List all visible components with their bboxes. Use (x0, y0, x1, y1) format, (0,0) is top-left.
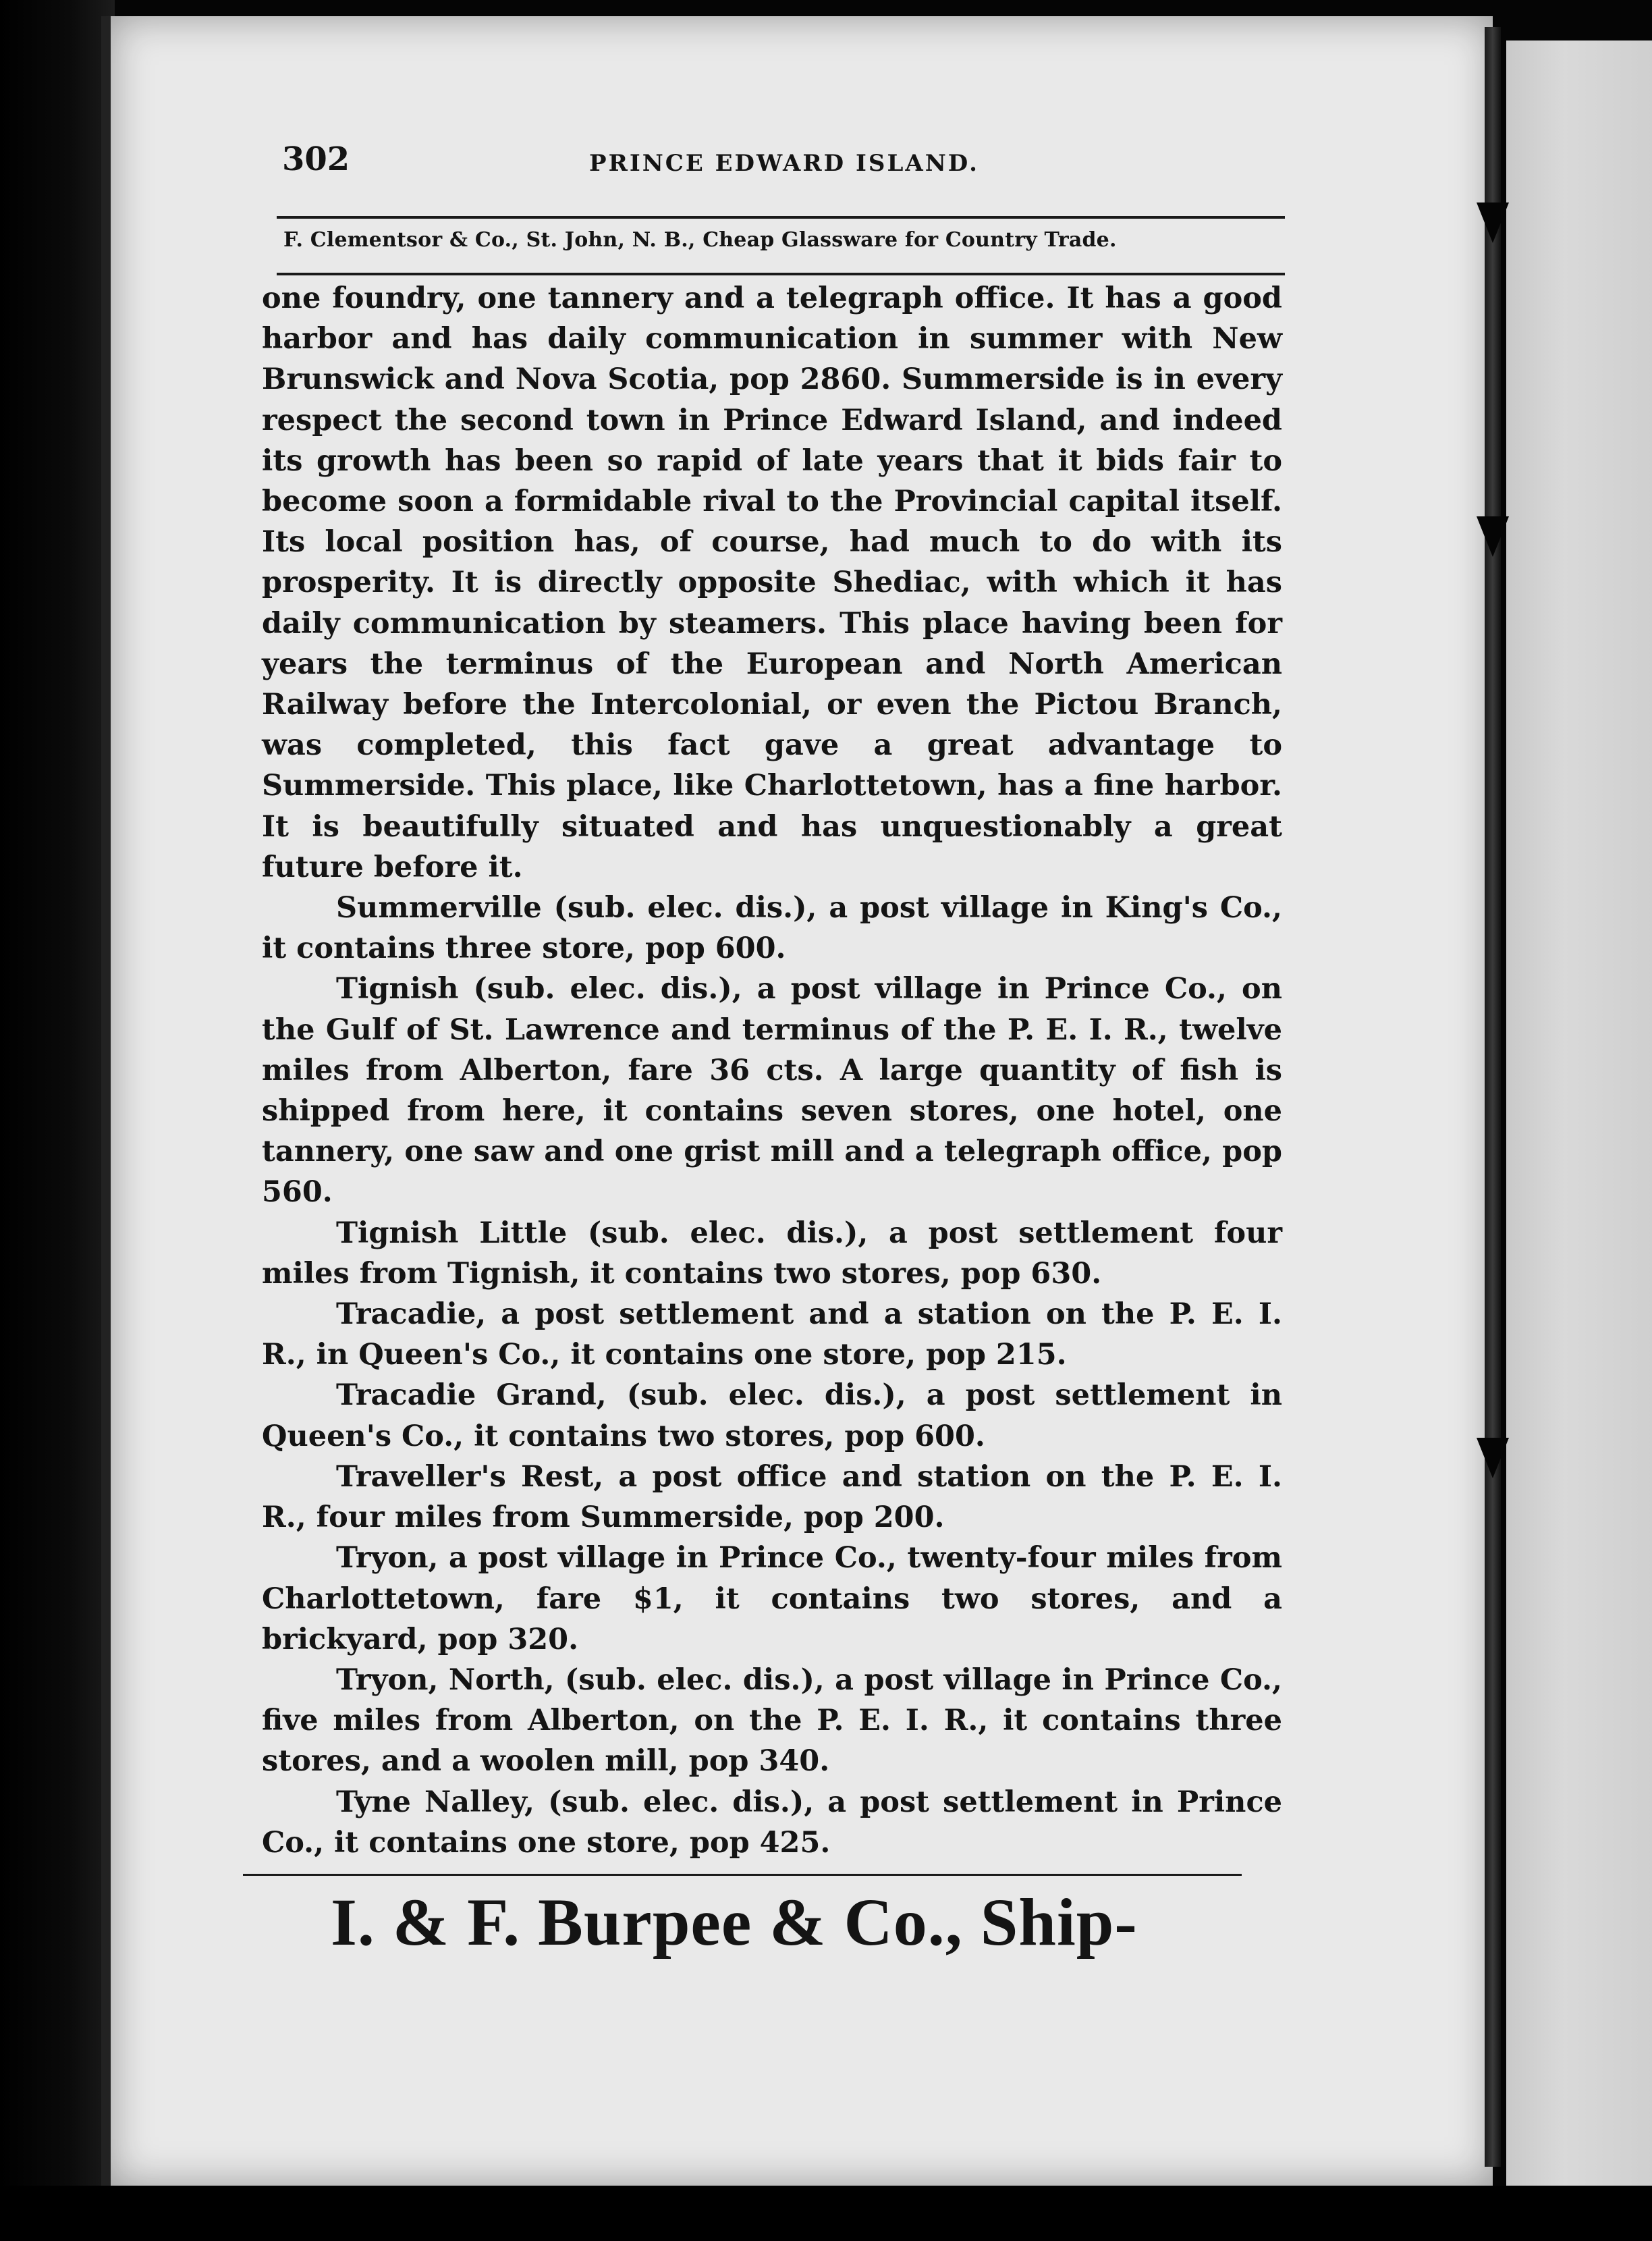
footer-advertisement: I. & F. Burpee & Co., Ship- (331, 1885, 1138, 1960)
entry-tryon-north: Tryon, North, (sub. elec. dis.), a post village in Prince Co., five miles from Alberton, on the P. E. I. R., it contains three stores, and a woolen mill, pop 340. (262, 1663, 1282, 1779)
entry-tignish-little: Tignish Little (sub. elec. dis.), a post settlement four miles from Tignish, it contains two stores, pop 630. (262, 1216, 1282, 1291)
page-header (282, 140, 1281, 188)
footer-rule (243, 1874, 1242, 1876)
page-number: 302 (282, 140, 350, 178)
entry-summerville: Summerville (sub. elec. dis.), a post village in King's Co., it contains three store, pop 600. (262, 891, 1282, 966)
advert-rule (277, 273, 1285, 275)
entry-travellers-rest: Traveller's Rest, a post office and station on the P. E. I. R., four miles from Summerside, pop 200. (262, 1459, 1282, 1535)
entry-tracadie-grand: Tracadie Grand, (sub. elec. dis.), a post settlement in Queen's Co., it contains two stores, pop 600. (262, 1378, 1282, 1453)
entry-tyne-nalley: Tyne Nalley, (sub. elec. dis.), a post settlement in Prince Co., it contains one store, pop 425. (262, 1785, 1282, 1860)
book-edge-shadow (0, 0, 115, 2241)
entry-tryon: Tryon, a post village in Prince Co., twenty-four miles from Charlottetown, fare $1, it contains two stores, and a brickyard, pop 320. (262, 1541, 1282, 1656)
scan-bottom-border (0, 2186, 1652, 2241)
entry-tracadie: Tracadie, a post settlement and a station on the P. E. I. R., in Queen's Co., it contains one store, pop 215. (262, 1297, 1282, 1372)
running-title: PRINCE EDWARD ISLAND. (589, 150, 979, 177)
header-advertisement: F. Clementsor & Co., St. John, N. B., Cheap Glassware for Country Trade. (283, 228, 1117, 252)
facing-page (1506, 40, 1652, 2187)
entry-tignish: Tignish (sub. elec. dis.), a post village in Prince Co., on the Gulf of St. Lawrence and terminus of the P. E. I. R., twelve miles from Alberton, fare 36 cts. A large quantity of fish is shipped from here, it contains seven stores, one hotel, one tannery, one saw and one grist mill and a telegraph office, pop 560. (262, 972, 1282, 1210)
gazetteer-body (262, 278, 1282, 1863)
header-rule (277, 216, 1285, 219)
paragraph-summerside-continuation: one foundry, one tannery and a telegraph office. It has a good harbor and has daily communication in summer with New Brunswick and Nova Scotia, pop 2860. Summerside is in every respect the second town in Prince Edward Island, and indeed its growth has been so rapid of late years that it bids fair to become soon a formidable rival to the Provincial capital itself. Its local position has, of course, had much to do with its prosperity. It is directly opposite Shediac, with which it has daily communication by steamers. This place having been for years the terminus of the European and North American Railway before the Intercolonial, or even the Pictou Branch, was completed, this fact gave a great advantage to Summerside. This place, like Charlottetown, has a fine harbor. It is beautifully situated and has unquestionably a great future before it. (262, 281, 1282, 884)
book-spine (1485, 27, 1501, 2167)
